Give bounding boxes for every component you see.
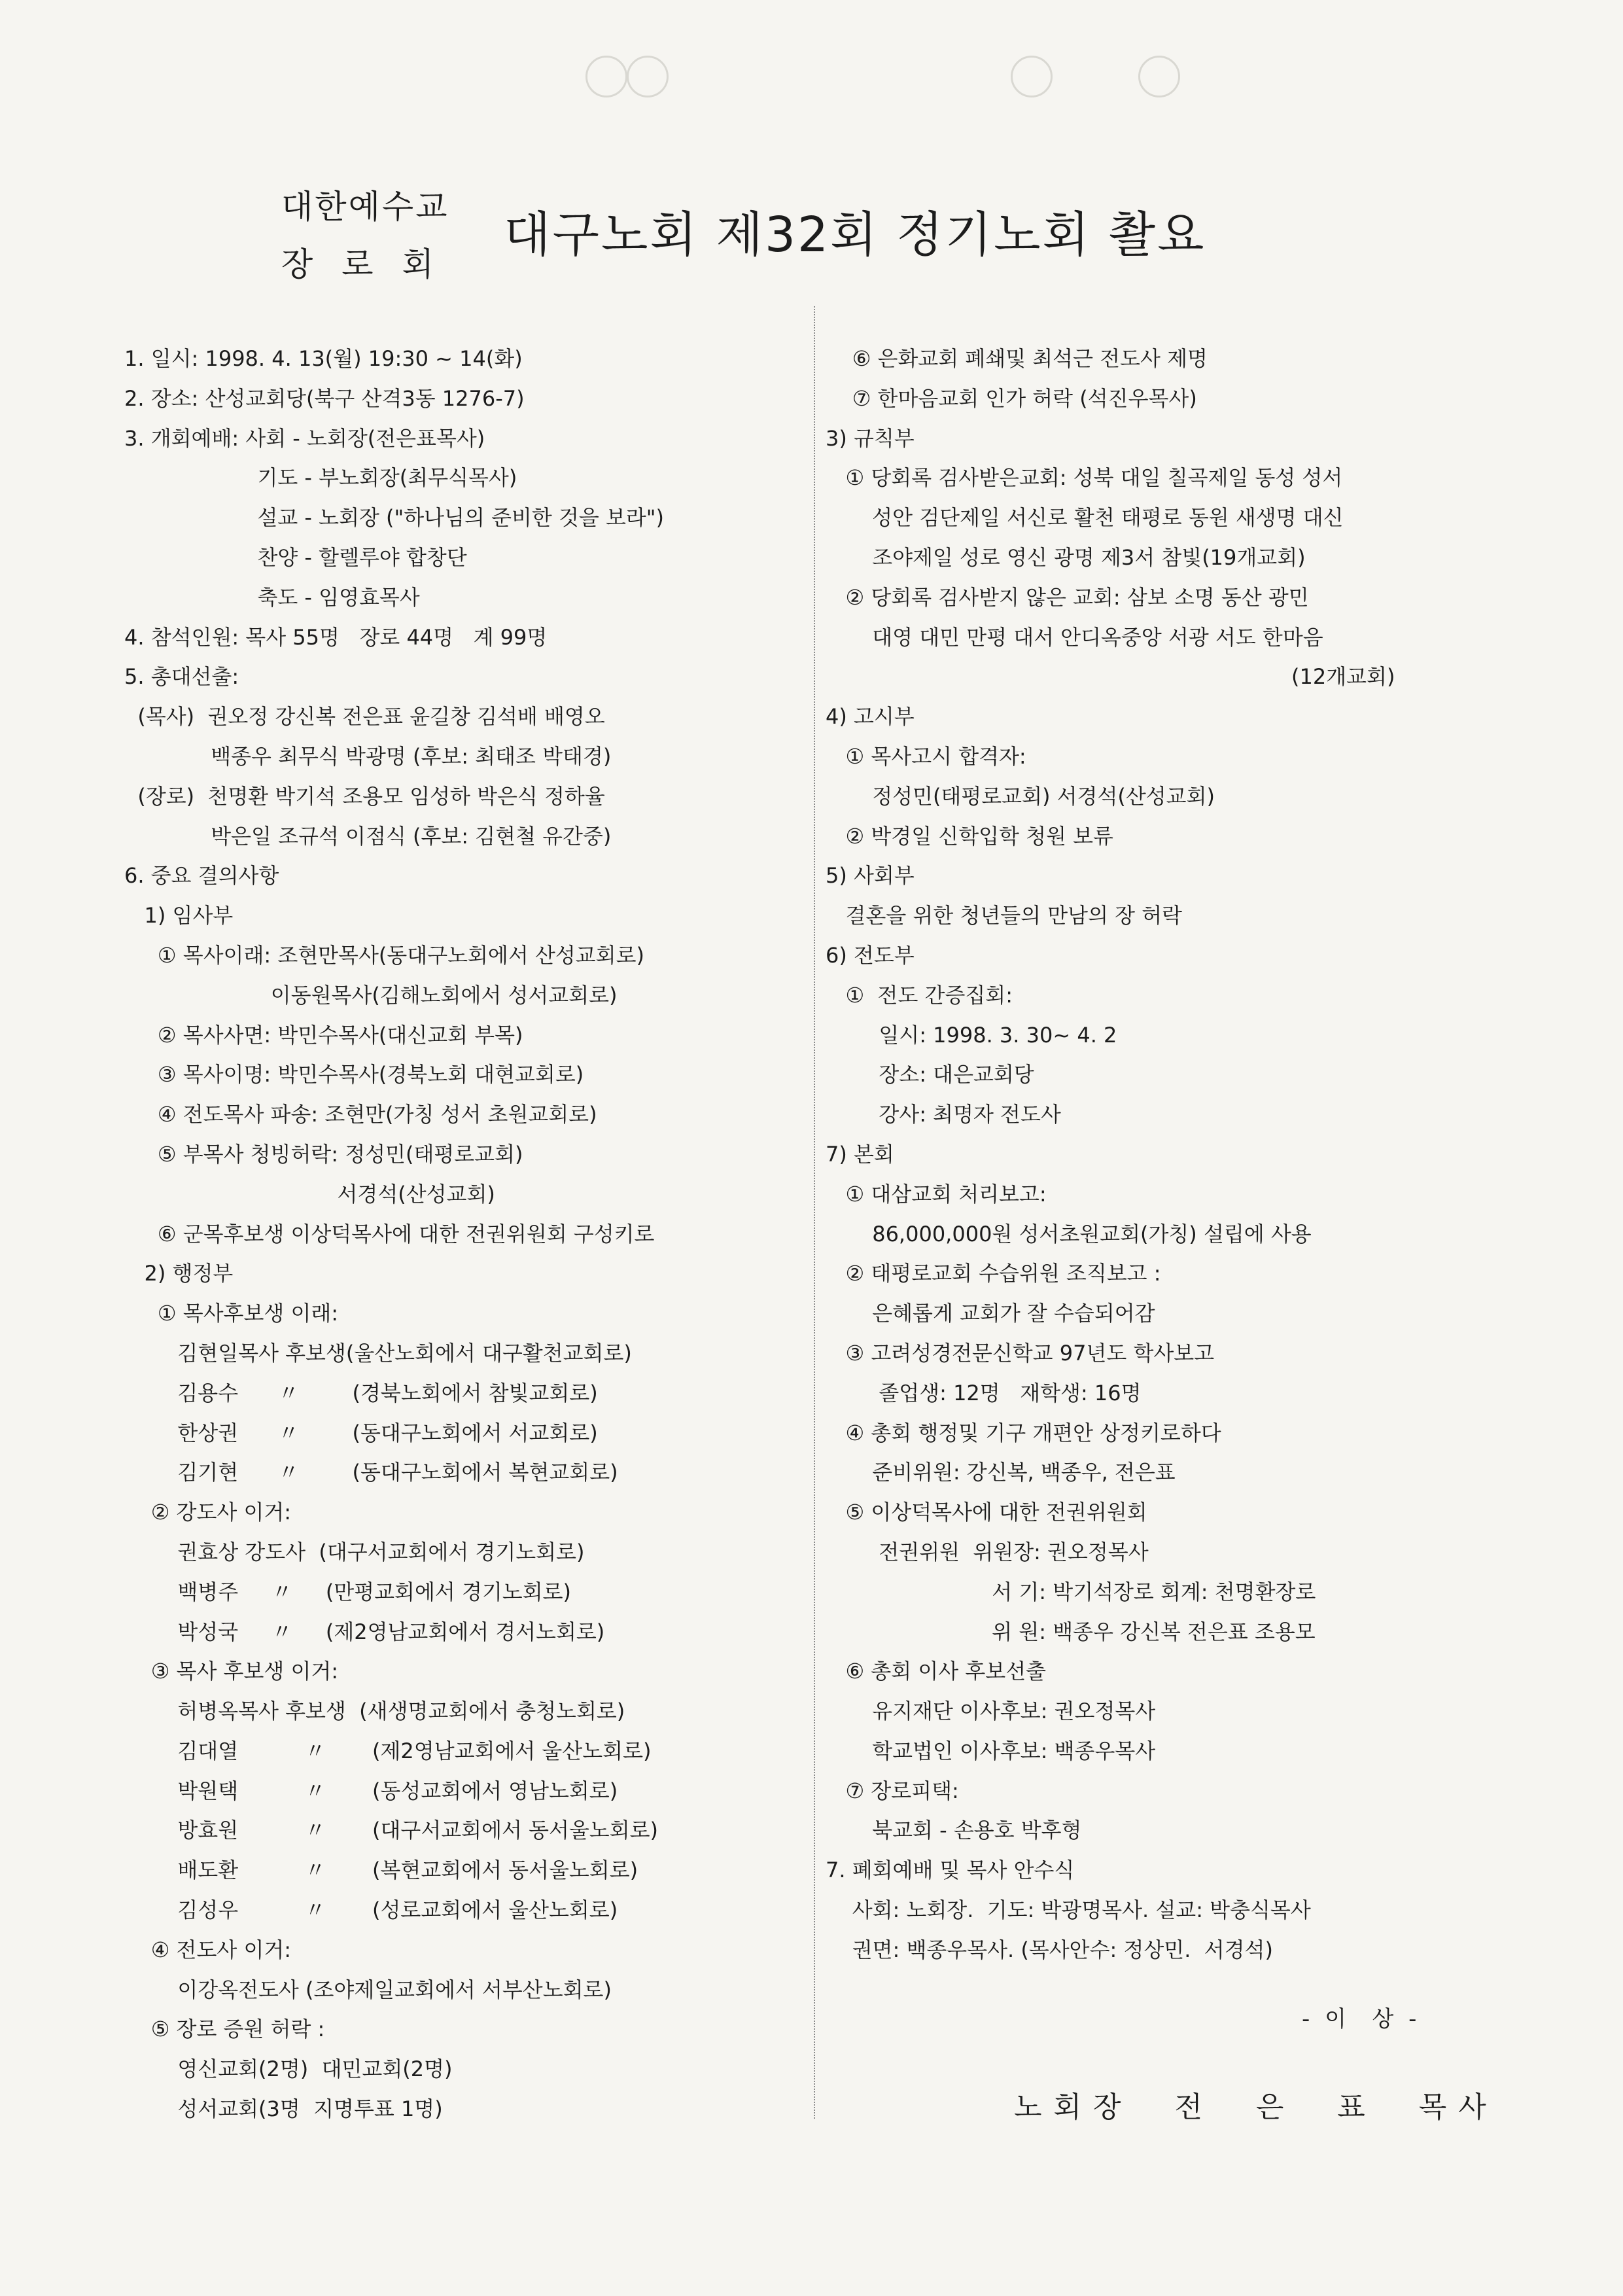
text-line: 4) 고시부 (826, 704, 915, 730)
text-line: ⑦ 장로피택: (826, 1778, 959, 1803)
text-line: 서 기: 박기석장로 회계: 천명환장로 (826, 1579, 1316, 1604)
text-line: 설교 - 노회장 ("하나님의 준비한 것을 보라") (124, 505, 665, 531)
text-line: ① 목사후보생 이래: (124, 1301, 339, 1326)
text-line: 7. 폐회예배 및 목사 안수식 (826, 1858, 1075, 1883)
punch-hole-mark (627, 56, 669, 97)
text-line: 졸업생: 12명 재학생: 16명 (826, 1380, 1142, 1405)
text-line: 박은일 조규석 이점식 (후보: 김현철 유간중) (124, 823, 612, 849)
right-column (826, 339, 1490, 1970)
text-line: 위 원: 백종우 강신복 전은표 조용모 (826, 1619, 1316, 1644)
text-line: 서경석(산성교회) (124, 1181, 495, 1207)
text-line: ③ 목사 후보생 이거: (124, 1659, 339, 1684)
text-line: 북교회 - 손용호 박후형 (826, 1818, 1082, 1843)
text-line: ④ 총회 행정및 기구 개편안 상정키로하다 (826, 1420, 1221, 1445)
text-line: ② 당회록 검사받지 않은 교회: 삼보 소명 동산 광민 (826, 584, 1309, 610)
text-line: 백병주 〃 (만평교회에서 경기노회로) (124, 1579, 572, 1604)
punch-hole-mark (1138, 56, 1180, 97)
text-line: 2) 행정부 (124, 1261, 234, 1286)
text-line: 방효원 〃 (대구서교회에서 동서울노회로) (124, 1818, 659, 1843)
text-line: ③ 목사이명: 박민수목사(경북노회 대현교회로) (124, 1062, 584, 1087)
text-line: 1. 일시: 1998. 4. 13(월) 19:30 ~ 14(화) (124, 346, 523, 371)
text-line: 영신교회(2명) 대민교회(2명) (124, 2057, 453, 2082)
text-line: 결혼을 위한 청년들의 만남의 장 허락 (826, 903, 1183, 928)
text-line: ⑤ 장로 증원 허락 : (124, 2017, 325, 2042)
text-line: 김용수 〃 (경북노회에서 참빛교회로) (124, 1380, 598, 1405)
text-line: 김성우 〃 (성로교회에서 울산노회로) (124, 1898, 618, 1923)
text-line: ② 박경일 신학입학 청원 보류 (826, 823, 1113, 849)
text-line: 4. 참석인원: 목사 55명 장로 44명 계 99명 (124, 624, 548, 650)
punch-hole-mark (585, 56, 627, 97)
text-line: 6) 전도부 (826, 942, 915, 968)
text-line: ③ 고려성경전문신학교 97년도 학사보고 (826, 1340, 1215, 1366)
text-line: ① 목사고시 합격자: (826, 743, 1026, 769)
text-line: ④ 전도사 이거: (124, 1937, 292, 1962)
text-line: (장로) 천명환 박기석 조용모 임성하 박은식 정하율 (124, 783, 605, 809)
organization-line-1: 대한예수교 (281, 188, 449, 226)
text-line: 백종우 최무식 박광명 (후보: 최태조 박태경) (124, 743, 612, 769)
text-line: 성서교회(3명 지명투표 1명) (124, 2096, 443, 2122)
text-line: (목사) 권오정 강신복 전은표 윤길창 김석배 배영오 (124, 704, 605, 730)
text-line: 이동원목사(김해노회에서 성서교회로) (124, 982, 618, 1008)
text-line: 박성국 〃 (제2영남교회에서 경서노회로) (124, 1619, 605, 1644)
text-line: 준비위원: 강신복, 백종우, 전은표 (826, 1460, 1176, 1485)
text-line: ⑥ 은화교회 폐쇄및 최석근 전도사 제명 (826, 346, 1208, 371)
text-line: ⑥ 총회 이사 후보선출 (826, 1659, 1047, 1684)
text-line: 7) 본회 (826, 1141, 894, 1167)
text-line: ② 태평로교회 수습위원 조직보고 : (826, 1261, 1161, 1286)
text-line: 5) 사회부 (826, 863, 915, 889)
text-line: 일시: 1998. 3. 30~ 4. 2 (826, 1022, 1117, 1048)
punch-hole-mark (1011, 56, 1053, 97)
text-line: 권효상 강도사 (대구서교회에서 경기노회로) (124, 1539, 585, 1564)
text-line: 권면: 백종우목사. (목사안수: 정상민. 서경석) (826, 1937, 1273, 1962)
text-line: 학교법인 이사후보: 백종우목사 (826, 1738, 1156, 1763)
text-line: 이강옥전도사 (조야제일교회에서 서부산노회로) (124, 1977, 612, 2002)
text-line: 축도 - 임영효목사 (124, 584, 420, 610)
text-line: 3) 규칙부 (826, 425, 915, 451)
text-line: 은혜롭게 교회가 잘 수습되어감 (826, 1301, 1155, 1326)
text-line: 1) 임사부 (124, 903, 234, 928)
text-line: 대영 대민 만평 대서 안디옥중앙 서광 서도 한마음 (826, 624, 1323, 650)
text-line: 강사: 최명자 전도사 (826, 1102, 1061, 1127)
text-line: ⑤ 이상덕목사에 대한 전권위원회 (826, 1500, 1147, 1525)
text-line: ① 대삼교회 처리보고: (826, 1181, 1047, 1207)
text-line: 허병옥목사 후보생 (새생명교회에서 충청노회로) (124, 1699, 625, 1724)
text-line: ⑥ 군목후보생 이상덕목사에 대한 전권위원회 구성키로 (124, 1221, 655, 1246)
signature-line: 노 회 장 전 은 표 목 사 (1014, 2091, 1488, 2124)
text-line: 배도환 〃 (복현교회에서 동서울노회로) (124, 1858, 638, 1883)
text-line: ② 목사사면: 박민수목사(대신교회 부목) (124, 1022, 523, 1048)
text-line: 사회: 노회장. 기도: 박광명목사. 설교: 박충식목사 (826, 1898, 1311, 1923)
left-column (124, 339, 805, 2129)
organization-line-2: 장로회 (281, 245, 462, 283)
text-line: ⑤ 부목사 청빙허락: 정성민(태평로교회) (124, 1141, 523, 1167)
text-line: 김기현 〃 (동대구노회에서 복현교회로) (124, 1460, 618, 1485)
text-line: 김대열 〃 (제2영남교회에서 울산노회로) (124, 1738, 652, 1763)
text-line: 유지재단 이사후보: 권오정목사 (826, 1699, 1156, 1724)
text-line: 한상권 〃 (동대구노회에서 서교회로) (124, 1420, 598, 1445)
text-line: 3. 개회예배: 사회 - 노회장(전은표목사) (124, 425, 485, 451)
text-line: 2. 장소: 산성교회당(북구 산격3동 1276-7) (124, 385, 525, 411)
text-line: 찬양 - 할렐루야 합창단 (124, 544, 467, 570)
text-line: ① 목사이래: 조현만목사(동대구노회에서 산성교회로) (124, 942, 644, 968)
text-line: 전권위원 위원장: 권오정목사 (826, 1539, 1149, 1564)
text-line: 장소: 대은교회당 (826, 1062, 1034, 1087)
text-line: ① 전도 간증집회: (826, 982, 1013, 1008)
text-line: 86,000,000원 성서초원교회(가칭) 설립에 사용 (826, 1221, 1312, 1246)
text-line: ⑦ 한마음교회 인가 허락 (석진우목사) (826, 385, 1197, 411)
text-line: 정성민(태평로교회) 서경석(산성교회) (826, 783, 1215, 809)
organization-name (281, 178, 462, 293)
text-line: 5. 총대선출: (124, 664, 239, 690)
text-line: 박원택 〃 (동성교회에서 영남노회로) (124, 1778, 618, 1803)
text-line: 6. 중요 결의사항 (124, 863, 279, 889)
text-line: 성안 검단제일 서신로 활천 태평로 동원 새생명 대신 (826, 505, 1344, 531)
text-line: ② 강도사 이거: (124, 1500, 292, 1525)
text-line: ① 당회록 검사받은교회: 성북 대일 칠곡제일 동성 성서 (826, 465, 1343, 491)
end-mark: - 이 상 - (1302, 2006, 1421, 2032)
text-line: 기도 - 부노회장(최무식목사) (124, 465, 517, 491)
text-line: 김현일목사 후보생(울산노회에서 대구활천교회로) (124, 1340, 632, 1366)
text-line: ④ 전도목사 파송: 조현만(가칭 성서 초원교회로) (124, 1102, 597, 1127)
document-title: 대구노회 제32회 정기노회 촬요 (504, 207, 1206, 263)
column-divider (814, 306, 815, 2119)
text-line: (12개교회) (826, 664, 1395, 690)
text-line: 조야제일 성로 영신 광명 제3서 참빛(19개교회) (826, 544, 1306, 570)
